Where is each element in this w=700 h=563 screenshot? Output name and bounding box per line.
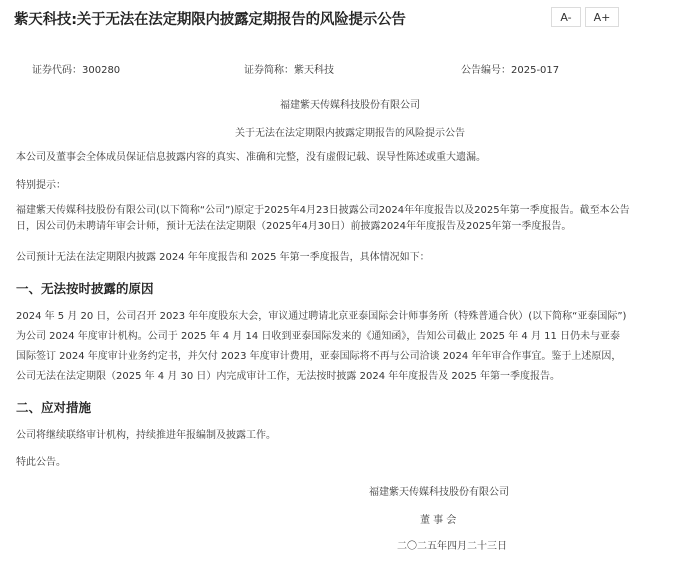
section1-paragraph: 2024 年 5 月 20 日，公司召开 2023 年年度股东大会，审议通过聘请北京亚泰国际会计师事务所（特殊普通合伙）(以下简称“亚泰国际”)为公司 2024 年度审计机构。公司于 2025 年 4 月 14 日收到亚泰国际发来的《通知函》，告知公司截止 2025 年 4 月 11 日仍未与亚泰国际签订 2024 年度审计业务约定书，并欠付 2023 年度审计费用，亚泰国际将不再与公司洽谈 2024 年年审合作事宜。鉴于上述原因，公司无法在法定期限（2025 年 4 月 30 日）内完成审计工作，无法按时披露 2024 年年度报告及 2025 年第一季度报告。 xyxy=(16,311,627,382)
page-title: 紫天科技:关于无法在法定期限内披露定期报告的风险提示公告 xyxy=(14,12,406,28)
document-title: 关于无法在法定期限内披露定期报告的风险提示公告 xyxy=(235,128,465,139)
stock-abbr: 证券简称：紫天科技 xyxy=(244,65,334,76)
intro-paragraph: 公司预计无法在法定期限内披露 2024 年年度报告和 2025 年第一季度报告，具体情况如下： xyxy=(16,252,430,263)
signature-company: 福建紫天传媒科技股份有限公司 xyxy=(369,487,509,498)
section2-heading: 二、应对措施 xyxy=(16,400,92,415)
section2-paragraph: 公司将继续联络审计机构，持续推进年报编制及披露工作。 xyxy=(16,430,276,441)
responsibility-statement: 本公司及董事会全体成员保证信息披露内容的真实、准确和完整，没有虚假记载、误导性陈述或重大遗漏。 xyxy=(16,152,486,163)
company-name: 福建紫天传媒科技股份有限公司 xyxy=(280,100,420,111)
stock-code: 证券代码：300280 xyxy=(32,65,121,76)
font-decrease-button[interactable]: A- xyxy=(551,7,581,27)
font-size-controls xyxy=(551,7,623,27)
signature-board: 董 事 会 xyxy=(420,515,457,526)
special-notice-text: 福建紫天传媒科技股份有限公司(以下简称“公司”)原定于2025年4月23日披露公司2024年年度报告以及2025年第一季度报告。截至本公告日，因公司仍未聘请年审会计师，预计无法在法定期限（2025年4月30日）前披露2024年年度报告及2025年第一季度报告。 xyxy=(16,205,630,232)
special-notice-label: 特别提示： xyxy=(16,180,66,191)
announcement-number: 公告编号：2025-017 xyxy=(461,65,560,76)
closing-text: 特此公告。 xyxy=(16,457,66,468)
signature-date: 二〇二五年四月二十三日 xyxy=(397,541,507,552)
font-increase-button[interactable]: A+ xyxy=(585,7,619,27)
section1-heading: 一、无法按时披露的原因 xyxy=(16,281,154,296)
